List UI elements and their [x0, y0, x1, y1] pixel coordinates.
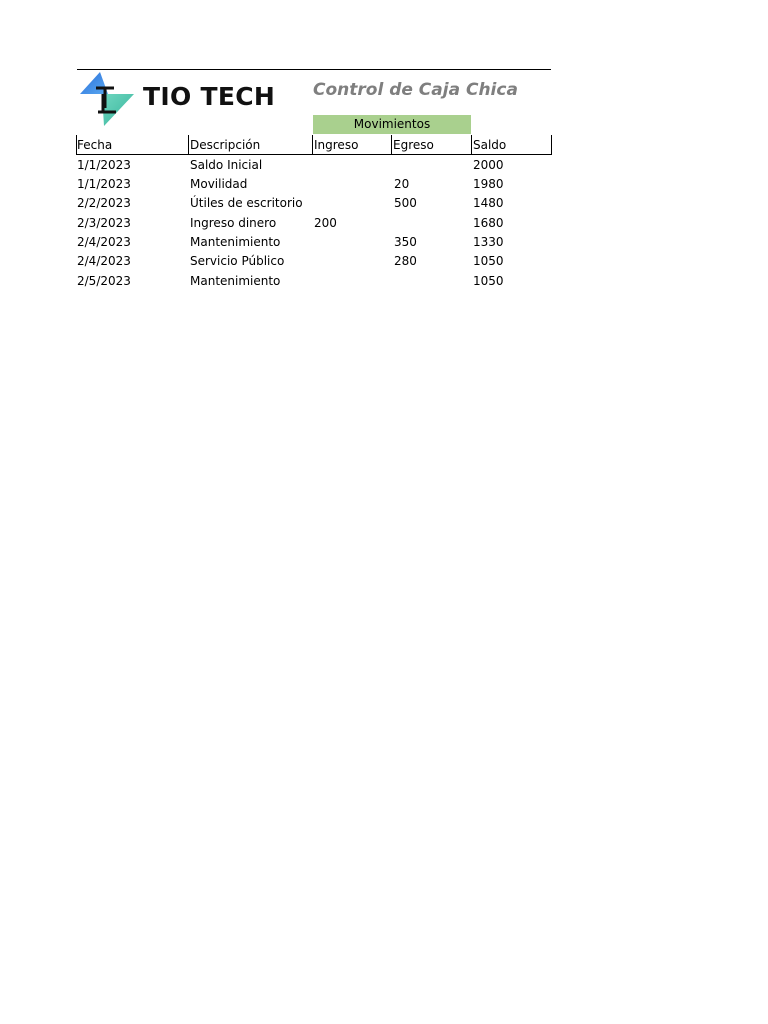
cell-fecha: 1/1/2023	[77, 158, 131, 172]
cell-saldo: 1480	[473, 196, 504, 210]
cell-descripcion: Mantenimiento	[190, 235, 281, 249]
column-header-ingreso: Ingreso	[314, 138, 359, 152]
cell-saldo: 1050	[473, 254, 504, 268]
movimientos-group-header: Movimientos	[313, 115, 471, 134]
cell-saldo: 1680	[473, 216, 504, 230]
header-bottom-border	[77, 154, 551, 155]
column-header-saldo: Saldo	[473, 138, 507, 152]
cell-saldo: 1330	[473, 235, 504, 249]
col-border	[471, 135, 472, 155]
cell-egreso: 350	[394, 235, 417, 249]
cell-descripcion: Saldo Inicial	[190, 158, 263, 172]
column-header-egreso: Egreso	[393, 138, 434, 152]
top-border-line	[77, 69, 551, 70]
cell-saldo: 1050	[473, 274, 504, 288]
cell-descripcion: Ingreso dinero	[190, 216, 277, 230]
col-border	[551, 135, 552, 155]
tio-tech-logo-icon	[78, 72, 138, 128]
cell-descripcion: Útiles de escritorio	[190, 196, 303, 210]
cell-fecha: 2/2/2023	[77, 196, 131, 210]
cell-fecha: 2/4/2023	[77, 254, 131, 268]
document-title: Control de Caja Chica	[313, 80, 518, 100]
col-border	[188, 135, 189, 155]
cell-fecha: 2/4/2023	[77, 235, 131, 249]
cell-egreso: 280	[394, 254, 417, 268]
cell-egreso: 20	[394, 177, 410, 191]
cell-saldo: 1980	[473, 177, 504, 191]
brand-name: TIO TECH	[143, 82, 276, 111]
cell-fecha: 2/3/2023	[77, 216, 131, 230]
cell-fecha: 1/1/2023	[77, 177, 131, 191]
cell-descripcion: Servicio Público	[190, 254, 285, 268]
cell-saldo: 2000	[473, 158, 504, 172]
cell-ingreso: 200	[314, 216, 337, 230]
cell-descripcion: Mantenimiento	[190, 274, 281, 288]
cell-fecha: 2/5/2023	[77, 274, 131, 288]
column-header-descripcion: Descripción	[190, 138, 261, 152]
col-border	[312, 135, 313, 155]
col-border	[391, 135, 392, 155]
column-header-fecha: Fecha	[77, 138, 113, 152]
cell-descripcion: Movilidad	[190, 177, 248, 191]
cell-egreso: 500	[394, 196, 417, 210]
